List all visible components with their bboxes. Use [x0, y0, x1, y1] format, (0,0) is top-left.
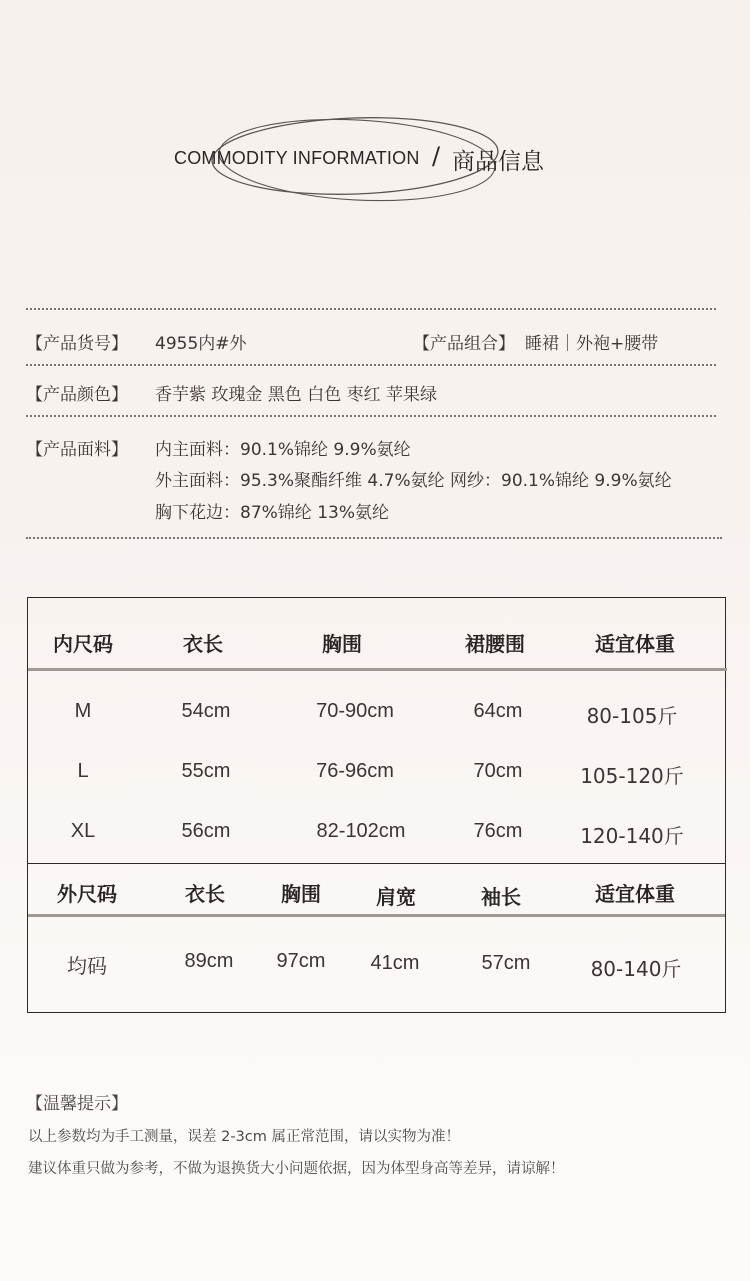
table-cell: L — [77, 760, 89, 782]
table-cell: 82-102cm — [316, 820, 406, 842]
table-cell: 55cm — [181, 760, 231, 782]
fabric-line: 胸下花边：87%锦纶 13%氨纶 — [155, 503, 389, 523]
table-cell: 41cm — [370, 952, 420, 974]
table-cell: 105-120斤 — [580, 764, 684, 788]
size-table — [27, 597, 726, 1013]
item-no-label: 【产品货号】 — [26, 334, 128, 354]
outer-header-weight: 适宜体重 — [595, 882, 675, 906]
fabric-line: 内主面料：90.1%锦纶 9.9%氨纶 — [155, 440, 411, 460]
color-value: 香芋紫 玫瑰金 黑色 白色 枣红 苹果绿 — [155, 385, 438, 405]
table-cell: 80-105斤 — [586, 704, 678, 728]
table-cell: 56cm — [181, 820, 231, 842]
outer-header-shoulder: 肩宽 — [376, 885, 416, 909]
table-cell: M — [74, 700, 92, 722]
header-title-en: COMMODITY INFORMATION — [174, 148, 420, 168]
outer-header-size: 外尺码 — [57, 882, 117, 906]
table-cell: 89cm — [184, 950, 234, 972]
dotted-divider — [26, 537, 722, 539]
table-cell: 76-96cm — [316, 760, 394, 782]
table-cell: 76cm — [473, 820, 523, 842]
table-cell: 70-90cm — [316, 700, 394, 722]
table-cell: 54cm — [181, 700, 231, 722]
inner-header-bust: 胸围 — [322, 632, 362, 656]
combo-label: 【产品组合】 — [413, 334, 515, 354]
table-cell: 均码 — [67, 954, 107, 978]
outer-header-sleeve: 袖长 — [481, 885, 521, 909]
combo-value: 睡裙｜外袍+腰带 — [525, 334, 659, 354]
table-cell: 80-140斤 — [590, 957, 682, 981]
outer-header-length: 衣长 — [185, 882, 225, 906]
inner-header-waist: 裙腰围 — [465, 632, 525, 656]
fabric-label: 【产品面料】 — [26, 440, 128, 460]
table-separator — [28, 914, 725, 917]
fabric-line: 外主面料：95.3%聚酯纤维 4.7%氨纶 网纱：90.1%锦纶 9.9%氨纶 — [155, 471, 672, 491]
dotted-divider — [26, 364, 716, 366]
table-cell: 64cm — [473, 700, 523, 722]
inner-header-weight: 适宜体重 — [595, 632, 675, 656]
table-cell: 70cm — [473, 760, 523, 782]
header-title-cn: 商品信息 — [452, 149, 544, 175]
header-slash: / — [432, 142, 441, 170]
dotted-divider — [26, 415, 716, 417]
table-separator — [28, 668, 727, 671]
notes-title: 【温馨提示】 — [26, 1094, 128, 1114]
table-cell: 120-140斤 — [580, 824, 684, 848]
table-cell: XL — [70, 820, 96, 842]
color-label: 【产品颜色】 — [26, 385, 128, 405]
outer-header-bust: 胸围 — [281, 882, 321, 906]
inner-header-length: 衣长 — [183, 632, 223, 656]
inner-header-size: 内尺码 — [53, 632, 113, 656]
table-cell: 57cm — [481, 952, 531, 974]
item-no-value: 4955内#外 — [155, 334, 247, 354]
note-line: 以上参数均为手工测量，误差 2-3cm 属正常范围，请以实物为准！ — [28, 1129, 460, 1145]
table-cell: 97cm — [276, 950, 326, 972]
note-line: 建议体重只做为参考，不做为退换货大小问题依据，因为体型身高等差异，请谅解！ — [28, 1161, 565, 1177]
table-separator — [28, 863, 725, 864]
dotted-divider — [26, 308, 716, 310]
